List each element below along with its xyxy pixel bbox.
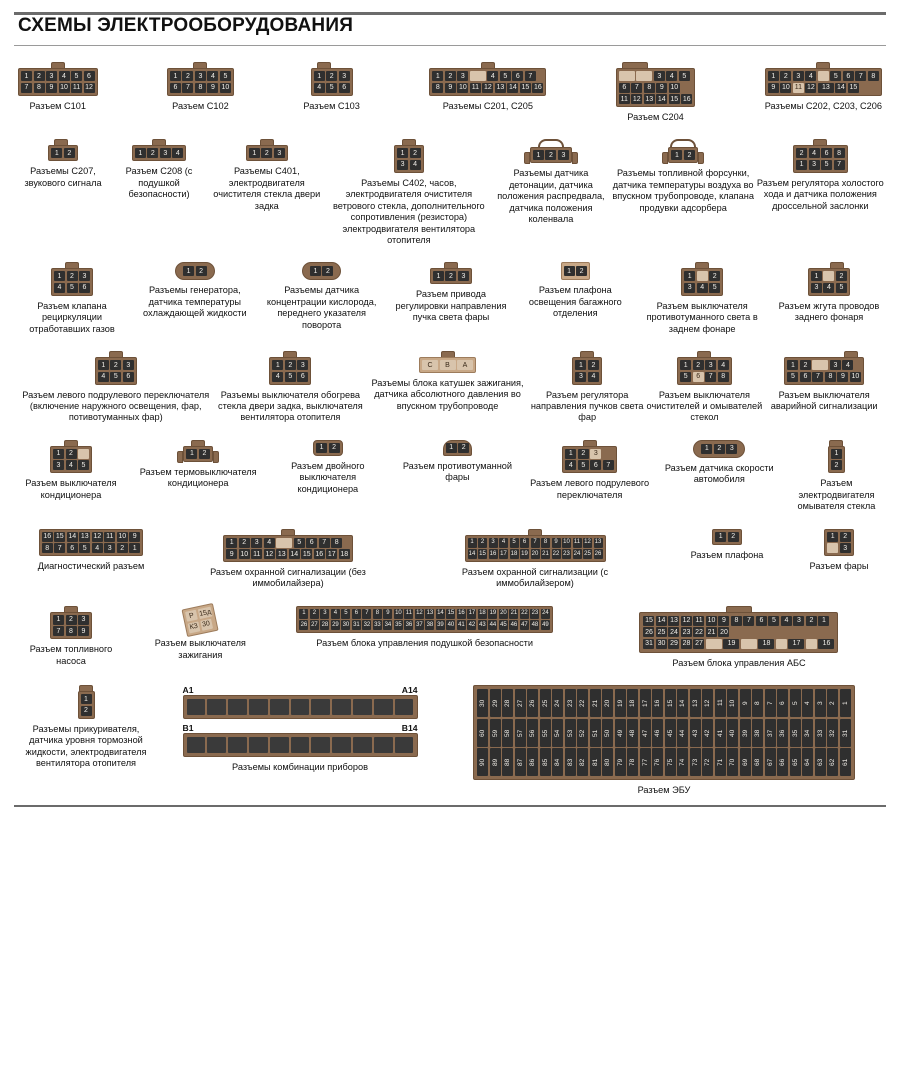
caption: Разъем охранной сигнализации (без иммобилайзера): [210, 567, 366, 589]
caption: Разъем ЭБУ: [637, 785, 691, 796]
connector-c103: 1 2 3 4 5 6 Разъем C103: [303, 62, 360, 112]
caption: Разъем плафона освещения багажного отделения: [528, 285, 622, 319]
caption: Разъем привода регулировки направления пучка света фары: [395, 289, 507, 323]
caption: Разъемы C201, C205: [442, 100, 533, 111]
connector-c402: 1 2 3 4 Разъемы C402, часов, электродвигателя очистителя ветрового стекла, дополнительного сопротивления (резистора) электродвигателя вентилятора отопителя: [326, 139, 493, 246]
cluster-row-a: [187, 699, 414, 715]
caption: Диагностический разъем: [37, 561, 145, 571]
title-rule-bottom: [14, 45, 886, 46]
caption: Разъем блока управления подушкой безопасности: [316, 638, 534, 649]
caption: Разъемы выключателя обогрева стекла двери задка, выключателя вентилятора отопителя: [218, 389, 363, 423]
caption: Разъем левого подрулевого переключателя (включение наружного освещения, фар, потивотуманных фар): [22, 389, 210, 423]
caption: Разъемы C207, звукового сигнала: [24, 166, 102, 188]
caption: Разъемы C402, часов, электродвигателя очистителя ветрового стекла, дополнительного сопротивления (резистора) электродвигателя вентилятора отопителя: [333, 177, 485, 245]
caption: Разъем выключателя аварийной сигнализации: [770, 389, 878, 411]
connector-instrument-cluster: [175, 685, 425, 773]
connector-c102: 1 2 3 4 5 6 7 8 9 10 Разъем C102: [167, 62, 234, 112]
connector-detonation-sensor: 1 2 3 Разъемы датчика детонации, датчика положения распредвала, датчика положения коленвала: [492, 139, 610, 225]
caption: Разъем регулятора направления пучков света фар: [530, 389, 644, 423]
caption: Разъемы датчика концентрации кислорода, переднего указателя поворота: [266, 285, 377, 330]
connector-hazard-switch: 1 2 3 4 5 6 7 8 9 10 Разъем выключателя аварийной сигнализации: [764, 351, 884, 412]
caption: Разъемы генератора, датчика температуры охлаждающей жидкости: [143, 285, 247, 319]
connector-rear-defogger-switch: 1 2 3 4 5 6 Разъемы выключателя обогрева стекла двери задка, выключателя вентилятора отопителя: [216, 351, 366, 424]
connector-ignition-coil-block: C B A Разъемы блока катушек зажигания, датчика абсолютного давления во впускном трубопроводе: [365, 351, 530, 412]
connector-idle-regulator: 2 4 6 8 1 3 5 7 Разъем регулятора холостого хода и датчика положения дроссельной заслонки: [757, 139, 884, 212]
connector-ignition-switch: P 15д КЗ 30 Разъем выключателя зажигания: [145, 606, 255, 661]
connector-row-2: [14, 139, 886, 246]
caption: Разъем C103: [303, 100, 360, 111]
connector-speed-sensor: 1 2 3 Разъем датчика скорости автомобиля: [662, 440, 777, 486]
connector-ac-switch: 1 2 3 4 5 Разъем выключателя кондиционера: [16, 440, 126, 501]
page-header: [14, 0, 886, 46]
caption: Разъемы комбинации приборов: [232, 762, 368, 773]
connector-injector: 1 2 Разъемы топливной форсунки, датчика температуры воздуха во впускном трубопроводе, клапана продувки адсорбера: [610, 139, 757, 214]
caption: Разъем выключателя противотуманного света в заднем фонаре: [646, 300, 758, 334]
cluster-label-a1: A1: [182, 685, 194, 696]
connector-c207: 1 2 Разъемы C207, звукового сигнала: [16, 139, 110, 189]
connector-alarm-no-immo: 1 2 3 4 5 6 7 8 9 10 11 12 13 14 15 16 17 18 Разъем охранной сигнализации (без иммобилайзера): [188, 529, 388, 590]
connector-headlight-drive: 1 2 3 Разъем привода регулировки направления пучка света фары: [388, 262, 513, 323]
caption: Разъем регулятора холостого хода и датчика положения дроссельной заслонки: [756, 177, 884, 211]
connector-rear-fog-switch: 1 2 3 4 5 Разъем выключателя противотуманного света в заднем фонаре: [637, 262, 767, 335]
caption: Разъем C101: [29, 100, 87, 111]
connector-row-5: [14, 440, 886, 513]
connector-alarm-immo: 1 2 3 4 5 6 7 8 9 10 11 12 13 14 15 16 17 18 19 20 21 22 23 24 25 26 Разъем охранной сигнализации (с иммобилайзером): [410, 529, 660, 590]
caption: Разъем жгута проводов заднего фонаря: [778, 300, 880, 323]
connector-c401: 1 2 3 Разъемы C401, электродвигателя очистителя стекла двери задка: [208, 139, 326, 212]
connector-ac-double-switch: 1 2 Разъем двойного выключателя кондиционера: [270, 440, 385, 495]
caption: Разъемы блока катушек зажигания, датчика абсолютного давления во впускном трубопроводе: [371, 378, 524, 411]
connector-abs-ecu: 15 14 13 12 11 10 9 8 7 6 5 4 3 2 1 26 25 24 23 22 21 20 31 30 29 28 27 19 18 17 16 Разъем блока управления АБС: [594, 606, 884, 669]
caption: Разъем двойного выключателя кондиционера: [291, 460, 365, 494]
caption: Разъем клапана рециркуляции отработавших газов: [29, 300, 115, 334]
caption: Разъемы C401, электродвигателя очистителя стекла двери задка: [213, 166, 321, 211]
connector-c101: 1 2 3 4 5 6 7 8 9 10 11 12 Разъем C101: [18, 62, 98, 112]
caption: Разъем C208 (с подушкой безопасности): [125, 166, 193, 200]
ecu-row-1: 30 29 28 27 26 25 24 23 22 21 20 19 18 17 16 15 14 13 12 11 10 9 8 7 6 5 4 3 2 1: [477, 689, 851, 717]
cluster-label-b1: B1: [182, 723, 194, 734]
connector-left-steering-switch: 1 2 3 4 5 6 Разъем левого подрулевого переключателя (включение наружного освещения, фар, потивотуманных фар): [16, 351, 216, 424]
caption: Разъем противотуманной фары: [402, 460, 513, 483]
caption: Разъем охранной сигнализации (с иммобилайзером): [461, 567, 609, 589]
connector-wiper-washer-switch: 1 2 3 4 5 6 7 8 Разъем выключателя очистителей и омывателей стекол: [645, 351, 765, 424]
cluster-row-b: [187, 737, 414, 753]
connector-trunk-lamp: 1 2 Разъем плафона освещения багажного отделения: [520, 262, 630, 319]
caption: Разъем выключателя кондиционера: [25, 478, 117, 500]
connector-c201-c205: 1 2 3 4 5 6 7 8 9 10 11 12 13 14 15 16 Разъемы C201, C205: [429, 62, 546, 112]
caption: Разъем топливного насоса: [29, 644, 113, 666]
cluster-label-b14: B14: [401, 723, 418, 734]
caption: Разъем левого подрулевого переключателя: [530, 478, 650, 500]
connector-c204: 3 4 5 6 7 8 9 10 11 12 13 14 15 16 Разъем C204: [616, 62, 696, 123]
caption: Разъем выключателя очистителей и омывателей стекол: [646, 389, 763, 423]
caption: Разъем C102: [172, 100, 229, 111]
caption: Разъемы датчика детонации, датчика положения распредвала, датчика положения коленвала: [497, 168, 605, 225]
connector-row-6: [14, 529, 886, 590]
connector-row-1: [14, 62, 886, 123]
connector-row-3: [14, 262, 886, 335]
connector-egr-valve: 1 2 3 4 5 6 Разъем клапана рециркуляции отработавших газов: [16, 262, 128, 335]
connector-headlight-beam-regulator: 1 2 3 4 Разъем регулятора направления пучков света фар: [530, 351, 645, 424]
connector-fuel-pump: 1 2 3 7 8 9 Разъем топливного насоса: [16, 606, 126, 667]
connector-generator: 1 2 Разъемы генератора, датчика температуры охлаждающей жидкости: [135, 262, 255, 319]
connector-rear-lamp-harness: 1 2 3 4 5 Разъем жгута проводов заднего фонаря: [774, 262, 884, 323]
caption: Разъем плафона: [690, 549, 764, 560]
connector-c208: 1 2 3 4 Разъем C208 (с подушкой безопасности): [110, 139, 208, 200]
cluster-label-a14: A14: [401, 685, 418, 696]
connector-airbag-ecu: 1 2 3 4 5 6 7 8 9 10 11 12 13 14 15 16 17 18 19 20 21 22 23 24 26 27 28 29 30 31 32 33 34 35 36 37 38 39 40 41 42 43 44 45 46 47 48 49 Разъем блока управления подушкой безопасности: [275, 606, 575, 650]
connector-diagnostic: 16 15 14 13 12 11 10 9 8 7 6 5 4 3 2 1 Диагностический разъем: [16, 529, 166, 573]
caption: Разъем датчика скорости автомобиля: [664, 462, 774, 485]
caption: Разъем фары: [809, 561, 869, 571]
connector-ceiling-lamp: 1 2 Разъем плафона: [682, 529, 772, 561]
connector-row-4: [14, 351, 886, 424]
connector-oxygen-sensor: 1 2 Разъемы датчика концентрации кислорода, переднего указателя поворота: [262, 262, 382, 331]
caption: Разъем выключателя зажигания: [154, 638, 246, 660]
connector-ac-thermoswitch: 1 2 Разъем термовыключателя кондиционера: [138, 440, 258, 490]
caption: Разъемы прикуривателя, датчика уровня тормозной жидкости, электродвигателя вентилятора отопителя: [25, 723, 147, 768]
connector-ecu: [444, 685, 884, 796]
ecu-row-2: 60 59 58 57 56 55 54 53 52 51 50 49 48 47 46 45 44 43 42 41 40 39 38 37 36 35 34 33 32 31: [477, 719, 851, 747]
connector-row-7: [14, 606, 886, 669]
page-title: СХЕМЫ ЭЛЕКТРООБОРУДОВАНИЯ: [18, 15, 354, 36]
connector-headlight: 1 2 3 Разъем фары: [794, 529, 884, 573]
connector-cigar-lighter: 1 2 Разъемы прикуривателя, датчика уровня тормозной жидкости, электродвигателя вентилятора отопителя: [16, 685, 156, 769]
caption: Разъем C204: [627, 112, 684, 122]
connector-washer-motor: 1 2 Разъем электродвигателя омывателя стекла: [789, 440, 884, 513]
ecu-row-3: 90 89 88 87 86 85 84 83 82 81 80 79 78 77 76 75 74 73 72 71 70 69 68 67 66 65 64 63 62 61: [477, 748, 851, 776]
connector-right-steering-switch: 1 2 3 4 5 6 7 Разъем левого подрулевого переключателя: [530, 440, 650, 501]
caption: Разъем электродвигателя омывателя стекла: [797, 478, 876, 512]
connector-fog-lamp: 1 2 Разъем противотуманной фары: [397, 440, 517, 484]
connector-c202-c203-c206: 1 2 3 4 5 6 7 8 9 10 11 12 13 14 15 Разъемы C202, C203, C206: [765, 62, 882, 112]
footer-rule: [14, 805, 886, 807]
caption: Разъемы топливной форсунки, датчика температуры воздуха во впускном трубопроводе, клапана продувки адсорбера: [612, 168, 754, 213]
connector-row-8: [14, 685, 886, 796]
caption: Разъемы C202, C203, C206: [764, 100, 882, 111]
caption: Разъем термовыключателя кондиционера: [139, 466, 257, 489]
caption: Разъем блока управления АБС: [672, 657, 806, 668]
